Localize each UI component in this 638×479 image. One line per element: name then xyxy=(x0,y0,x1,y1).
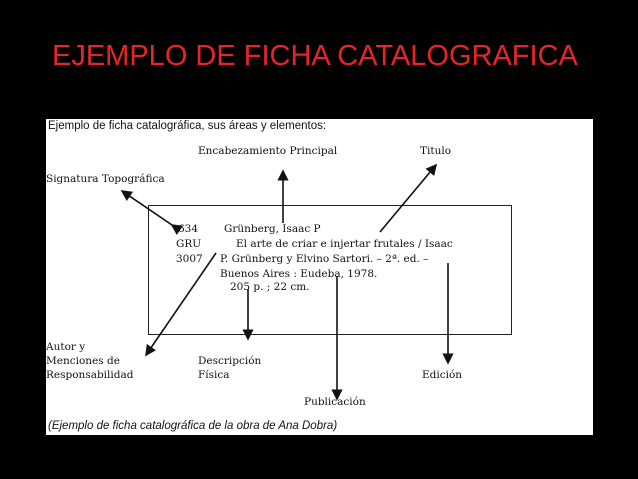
card-author: Grünberg, Isaac P xyxy=(224,223,321,235)
arrows-layer xyxy=(46,119,593,435)
label-descripcion-1: Descripción xyxy=(198,355,262,367)
label-signatura: Signatura Topográfica xyxy=(46,173,165,185)
label-edicion: Edición xyxy=(422,369,463,381)
call-number-3: 3007 xyxy=(176,253,203,265)
call-number-2: GRU xyxy=(176,238,202,250)
slide-title: EJEMPLO DE FICHA CATALOGRAFICA xyxy=(52,40,578,72)
card-responsibility: P. Grünberg y Elvino Sartori. – 2ª. ed. – xyxy=(220,253,429,265)
arrow-signatura xyxy=(122,191,172,225)
label-descripcion-2: Física xyxy=(198,369,230,381)
figure-caption: (Ejemplo de ficha catalográfica de la obra de Ana Dobra) xyxy=(48,420,338,432)
label-publicacion: Publicación xyxy=(304,396,366,408)
catalog-card-figure xyxy=(46,119,593,435)
label-autor-3: Responsabilidad xyxy=(46,369,134,381)
label-titulo: Titulo xyxy=(420,145,452,157)
arrow-autor xyxy=(146,253,216,355)
figure-heading: Ejemplo de ficha catalográfica, sus áreas y elementos: xyxy=(48,120,327,132)
arrow-titulo xyxy=(380,165,436,232)
card-title: El arte de criar e injertar frutales / Isaac xyxy=(236,238,453,250)
label-autor-2: Menciones de xyxy=(46,355,120,367)
call-number-1: 634 xyxy=(178,223,199,235)
card-physical: 205 p. ; 22 cm. xyxy=(230,281,310,293)
card-publication: Buenos Aires : Eudeba, 1978. xyxy=(220,268,378,280)
label-encabezamiento: Encabezamiento Principal xyxy=(198,145,338,157)
label-autor-1: Autor y xyxy=(46,341,86,353)
